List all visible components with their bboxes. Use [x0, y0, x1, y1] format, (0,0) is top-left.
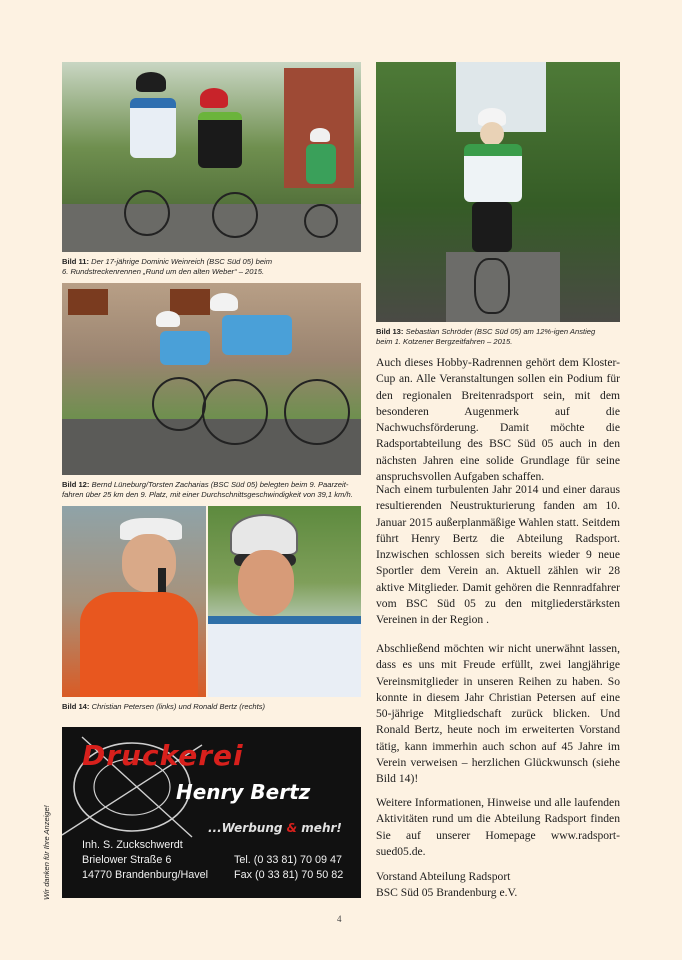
ad-title: Druckerei — [82, 739, 244, 772]
ad-phone: Tel. (0 33 81) 70 09 47 — [234, 854, 343, 866]
ad-slogan: ...Werbung & mehr! — [208, 821, 342, 835]
photo-bild-13 — [376, 62, 620, 322]
caption-bild-12: Bild 12: Bernd Lüneburg/Torsten Zacharias (BSC Süd 05) belegten beim 9. Paarzeit- fahren über 25 km den 9. Platz, mit einer Durchschnittsgeschwindigkeit von 39,1 km/h. — [62, 480, 353, 499]
paragraph-neustrukturierung: Nach einem turbulenten Jahr 2014 und einer daraus resultierenden Neustrukturierung fanden am 10. Januar 2015 außerplanmäßige Wahlen statt. Seitdem führt Henry Bertz die Abteilung Radsport. Inzwischen schlossen sich bereits wieder 9 neue Sportler dem Verein an. Aktuell zählen wir 28 aktive Mitglieder. Damit gehören die Rennradfahrer vom BSC Süd 05 zu den mitgliederstärksten Vereinen in der Region . — [376, 483, 620, 627]
paragraph-kloster-cup: Auch dieses Hobby-Radrennen gehört dem Kloster-Cup an. Alle Veranstaltungen sollen ein Podium für den regionalen Breitenradsport sein, mit dem besonderen Augenmerk auf die Nachwuchsförderung. Damit möchte die Radsportabteilung des BSC Süd 05 auch in den nächsten Jahren eine solide Grundlage für seine anspruchsvollen Aufgaben schaffen. — [376, 356, 620, 484]
side-note-thanks: Wir danken für Ihre Anzeige! — [42, 805, 51, 900]
ad-city: 14770 Brandenburg/Havel — [82, 869, 209, 881]
ad-owner: Inh. S. Zuckschwerdt — [82, 839, 183, 851]
ad-street: Brielower Straße 6 — [82, 854, 172, 866]
caption-bild-14: Bild 14: Christian Petersen (links) und Ronald Bertz (rechts) — [62, 702, 266, 711]
page-number: 4 — [337, 914, 342, 924]
druckerei-advertisement — [62, 727, 361, 898]
signature-line-1: Vorstand Abteilung Radsport — [376, 870, 511, 883]
photo-bild-14-left — [62, 506, 206, 697]
ad-company-name: Henry Bertz — [176, 780, 311, 804]
signature-line-2: BSC Süd 05 Brandenburg e.V. — [376, 886, 518, 899]
caption-bild-11: Bild 11: Der 17-jährige Dominic Weinreich (BSC Süd 05) beim 6. Rundstreckenrennen „Rund um den alten Weber“ – 2015. — [62, 257, 273, 276]
photo-bild-14-right — [208, 506, 361, 697]
paragraph-weitere-informationen: Weitere Informationen, Hinweise und alle laufenden Aktivitäten rund um die Abteilung Radsport finden Sie auf unserer Homepage www.radsport-sued05.de. — [376, 796, 620, 858]
ad-fax: Fax (0 33 81) 70 50 82 — [234, 869, 344, 881]
photo-bild-12 — [62, 283, 361, 475]
paragraph-mitgliedschaft: Abschließend möchten wir nicht unerwähnt lassen, dass es uns mit Freude erfüllt, zwei langjährige Vereinsmitglieder in unseren Reihen zu haben. So konnte in diesem Jahr Christian Petersen auf eine 50-jährige Mitgliedschaft zurück blicken. Und Ronald Bertz, heute noch im erweiterten Vorstand tätig, kann immerhin auch schon auf 45 Jahre im Verein verweisen – herzlichen Glückwunsch (siehe Bild 14)! — [376, 642, 620, 786]
photo-bild-11 — [62, 62, 361, 252]
caption-bild-13: Bild 13: Sebastian Schröder (BSC Süd 05) am 12%-igen Anstieg beim 1. Kotzener Bergzeitfahren – 2015. — [376, 327, 596, 346]
